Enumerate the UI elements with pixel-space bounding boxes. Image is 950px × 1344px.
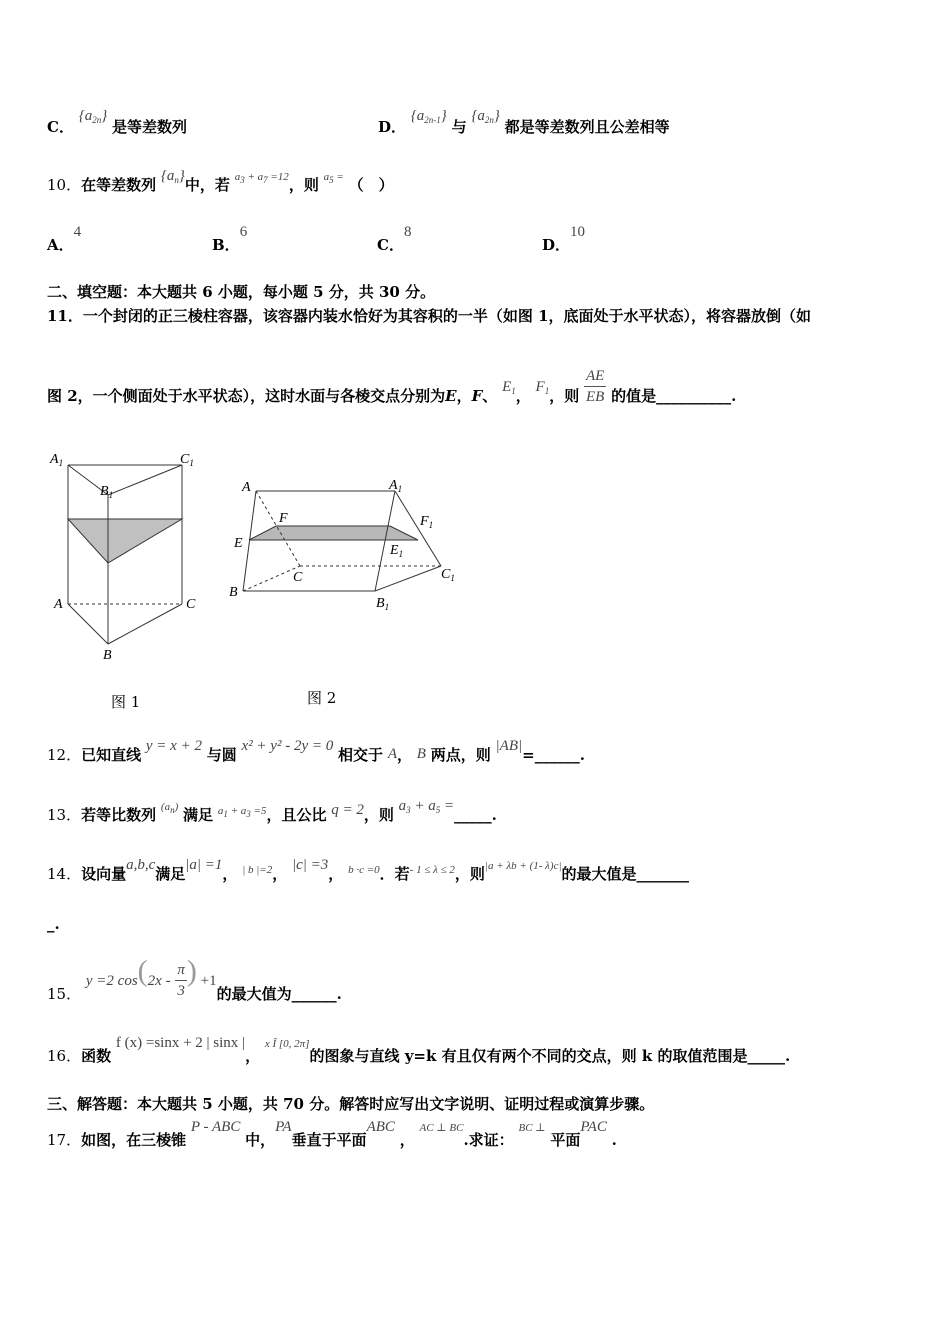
q10-option-b — [212, 220, 248, 254]
option-value: 10 — [570, 224, 586, 240]
question-text: . — [611, 1131, 617, 1149]
math-expression: a1 + a3 =5 — [217, 805, 267, 819]
answer-blank: 的最大值是_______ — [561, 865, 689, 883]
vertex-label: B — [103, 648, 112, 663]
q9-option-d — [378, 104, 670, 136]
option-value: 6 — [239, 224, 248, 240]
vertex-label: A — [54, 597, 63, 612]
question-text: 平面 — [550, 1131, 581, 1149]
option-label: B． — [212, 236, 240, 254]
question-number: 14． — [47, 865, 82, 883]
question-number: 16． — [47, 1047, 82, 1065]
math-expression: PA — [275, 1119, 292, 1135]
point-label: E — [445, 386, 457, 405]
math-expression: $\{a_{2n}\}$ — [78, 108, 108, 125]
separator: ， — [515, 386, 531, 405]
option-value: 4 — [73, 224, 82, 240]
math-expression: $(a_n)$ — [160, 801, 179, 815]
vertex-label: F — [279, 511, 288, 526]
question-text: ，则 — [288, 176, 319, 194]
math-expression: 2x - — [147, 972, 171, 989]
q14-blank-tail: _. — [47, 915, 60, 933]
question-number: 13． — [47, 806, 82, 824]
math-expression: |c| =3 — [292, 857, 329, 873]
point-label: $E_1$ — [502, 378, 516, 396]
separator: ， — [245, 1047, 261, 1065]
question-text: 图 2，一个侧面处于水平状态），这时水面与各棱交点分别为 — [47, 386, 446, 405]
section-heading-solutions: 三、解答题：本大题共 5 小题，共 70 分。解答时应写出文字说明、证明过程或演算步骤。 — [47, 1095, 655, 1113]
math-expression: f (x) =sinx + 2 | sinx | — [115, 1035, 246, 1051]
math-expression: |a| =1 — [185, 857, 223, 873]
edge — [243, 491, 256, 591]
q10-option-a — [47, 220, 82, 254]
edge — [108, 465, 182, 495]
math-expression: $a_3 + a_7 =12$ — [234, 171, 289, 185]
separator: ， — [399, 1131, 415, 1149]
edge — [68, 604, 108, 644]
question-text: 如图，在三棱锥 — [81, 1131, 187, 1149]
question-text: 与圆 — [206, 746, 237, 764]
question-text: ，则 — [454, 865, 485, 883]
math-expression: x² + y² - 2y = 0 — [241, 738, 334, 754]
question-text: 已知直线 — [81, 746, 142, 764]
question-text: ．若 — [379, 865, 410, 883]
separator: 、 — [482, 386, 498, 405]
math-expression: BC ⊥ — [518, 1122, 546, 1134]
math-expression: b ·c =0 — [348, 864, 380, 876]
q10-option-c — [377, 220, 412, 254]
math-expression: $\{a_{2n}\}$ — [471, 108, 500, 125]
figure-2-caption: 图 2 — [307, 689, 337, 707]
vertex-label: B — [229, 585, 238, 600]
ratio-fraction: $\frac{AE}{EB}$ — [586, 368, 605, 405]
question-text: 的图象与直线 y=k 有且仅有两个不同的交点，则 k 的取值范围是_____. — [309, 1047, 791, 1065]
answer-parentheses: （ ） — [348, 176, 394, 194]
point-label: $F_1$ — [535, 378, 550, 396]
math-expression: ABC — [366, 1119, 395, 1135]
option-label: D． — [378, 118, 407, 136]
vertex-label: C — [186, 597, 196, 612]
edge — [108, 604, 182, 644]
math-expression: q = 2 — [331, 802, 364, 818]
math-expression: PAC — [580, 1119, 607, 1135]
point-label: B — [416, 746, 426, 762]
bracket: ( — [137, 954, 148, 988]
vertex-label: A — [242, 480, 251, 495]
water-surface — [249, 526, 418, 540]
hidden-edge — [243, 566, 300, 591]
question-text: 满足 — [183, 806, 214, 824]
math-expression: $a_3 + a_5$ = — [398, 798, 455, 815]
question-text: ，且公比 — [266, 806, 327, 824]
math-expression: |AB| — [495, 738, 523, 754]
option-label: C． — [47, 118, 74, 136]
math-expression: $\{a_{2n-1}\}$ — [410, 108, 447, 125]
option-label: C． — [377, 236, 404, 254]
question-text: 相交于 — [338, 746, 384, 764]
math-expression: |a + λb + (1- λ)c| — [484, 860, 562, 872]
answer-blank: _____. — [454, 806, 497, 824]
answer-blank: =______. — [522, 746, 585, 764]
math-expression: x Î [0, 2π] — [264, 1038, 310, 1050]
vertex-label: $E_1$ — [390, 543, 404, 559]
question-number: 10． — [47, 176, 82, 194]
water-surface — [68, 519, 182, 563]
q9-option-c — [47, 104, 188, 136]
math-expression: - 1 ≤ λ ≤ 2 — [409, 864, 455, 876]
question-text: 在等差数列 — [81, 176, 157, 194]
separator: ， — [397, 746, 413, 764]
math-expression: a,b,c — [126, 857, 156, 873]
figure-1-prism — [40, 440, 220, 670]
q10-option-d — [542, 220, 586, 254]
question-text: ，则 — [363, 806, 394, 824]
option-value: 8 — [403, 224, 412, 240]
question-text: 设向量 — [81, 865, 127, 883]
figure-1-caption: 图 1 — [111, 693, 141, 711]
question-text: .求证： — [463, 1131, 514, 1149]
question-text: 若等比数列 — [81, 806, 157, 824]
question-text: ，则 — [549, 386, 580, 405]
q10-stem — [47, 164, 394, 194]
option-text: 是等差数列 — [112, 118, 188, 136]
question-text: 函数 — [81, 1047, 112, 1065]
question-text: 中， — [245, 1131, 276, 1149]
math-expression: +1 — [196, 972, 217, 989]
q11-line2 — [47, 366, 736, 407]
question-text: 两点，则 — [430, 746, 491, 764]
option-text: 都是等差数列且公差相等 — [504, 118, 670, 136]
point-label: A — [387, 746, 397, 762]
vertex-label: $A_1$ — [389, 478, 403, 494]
separator: ， — [222, 865, 238, 883]
answer-blank: 的最大值为______. — [216, 984, 342, 1003]
q15-stem — [47, 950, 342, 1003]
option-label: D． — [542, 236, 571, 254]
math-expression: AC ⊥ BC — [419, 1122, 464, 1134]
vertex-label: $F_1$ — [420, 514, 434, 530]
figure-2-prism — [225, 470, 475, 620]
q12-stem — [47, 734, 585, 764]
question-text: 的值是__________. — [611, 386, 737, 405]
separator: ， — [272, 865, 288, 883]
vertex-label: E — [234, 536, 243, 551]
question-number: 12． — [47, 746, 82, 764]
vertex-label: $C_1$ — [180, 452, 194, 468]
question-number: 15． — [47, 984, 82, 1003]
question-number: 17． — [47, 1131, 82, 1149]
edge — [375, 491, 395, 591]
vertex-label: $B_1$ — [376, 596, 390, 612]
math-expression: y = x + 2 — [145, 738, 202, 754]
separator: ， — [328, 865, 344, 883]
question-text: 满足 — [155, 865, 186, 883]
pi-over-3-fraction: $\frac{\pi}{3}$ — [177, 962, 185, 999]
q11-line1: 11．一个封闭的正三棱柱容器，该容器内装水恰好为其容积的一半（如图 1，底面处于水平状态），将容器放倒（如 — [47, 307, 812, 325]
vertex-label: $B_1$ — [100, 484, 114, 500]
vertex-label: $C_1$ — [441, 567, 455, 583]
q14-stem — [47, 853, 689, 883]
math-expression: P - ABC — [190, 1119, 241, 1135]
bracket: ) — [186, 954, 197, 988]
point-label: F — [471, 386, 483, 405]
option-label: A． — [47, 236, 74, 254]
question-text: 垂直于平面 — [291, 1131, 367, 1149]
math-expression: y =2 cos — [85, 972, 138, 989]
vertex-label: $A_1$ — [50, 452, 64, 468]
q17-stem — [47, 1115, 617, 1149]
math-expression: $a_5$ = — [323, 171, 344, 185]
q16-stem — [47, 1031, 791, 1065]
question-text: 中，若 — [184, 176, 230, 194]
math-expression: $\{a_n\}$ — [160, 168, 185, 185]
section-heading-fill-in: 二、填空题：本大题共 6 小题，每小题 5 分，共 30 分。 — [47, 283, 436, 301]
q13-stem — [47, 794, 497, 824]
math-expression: | b |=2 — [242, 864, 273, 876]
separator: ， — [456, 386, 472, 405]
edge — [375, 566, 441, 591]
option-text: 与 — [451, 118, 467, 136]
vertex-label: C — [293, 570, 303, 585]
